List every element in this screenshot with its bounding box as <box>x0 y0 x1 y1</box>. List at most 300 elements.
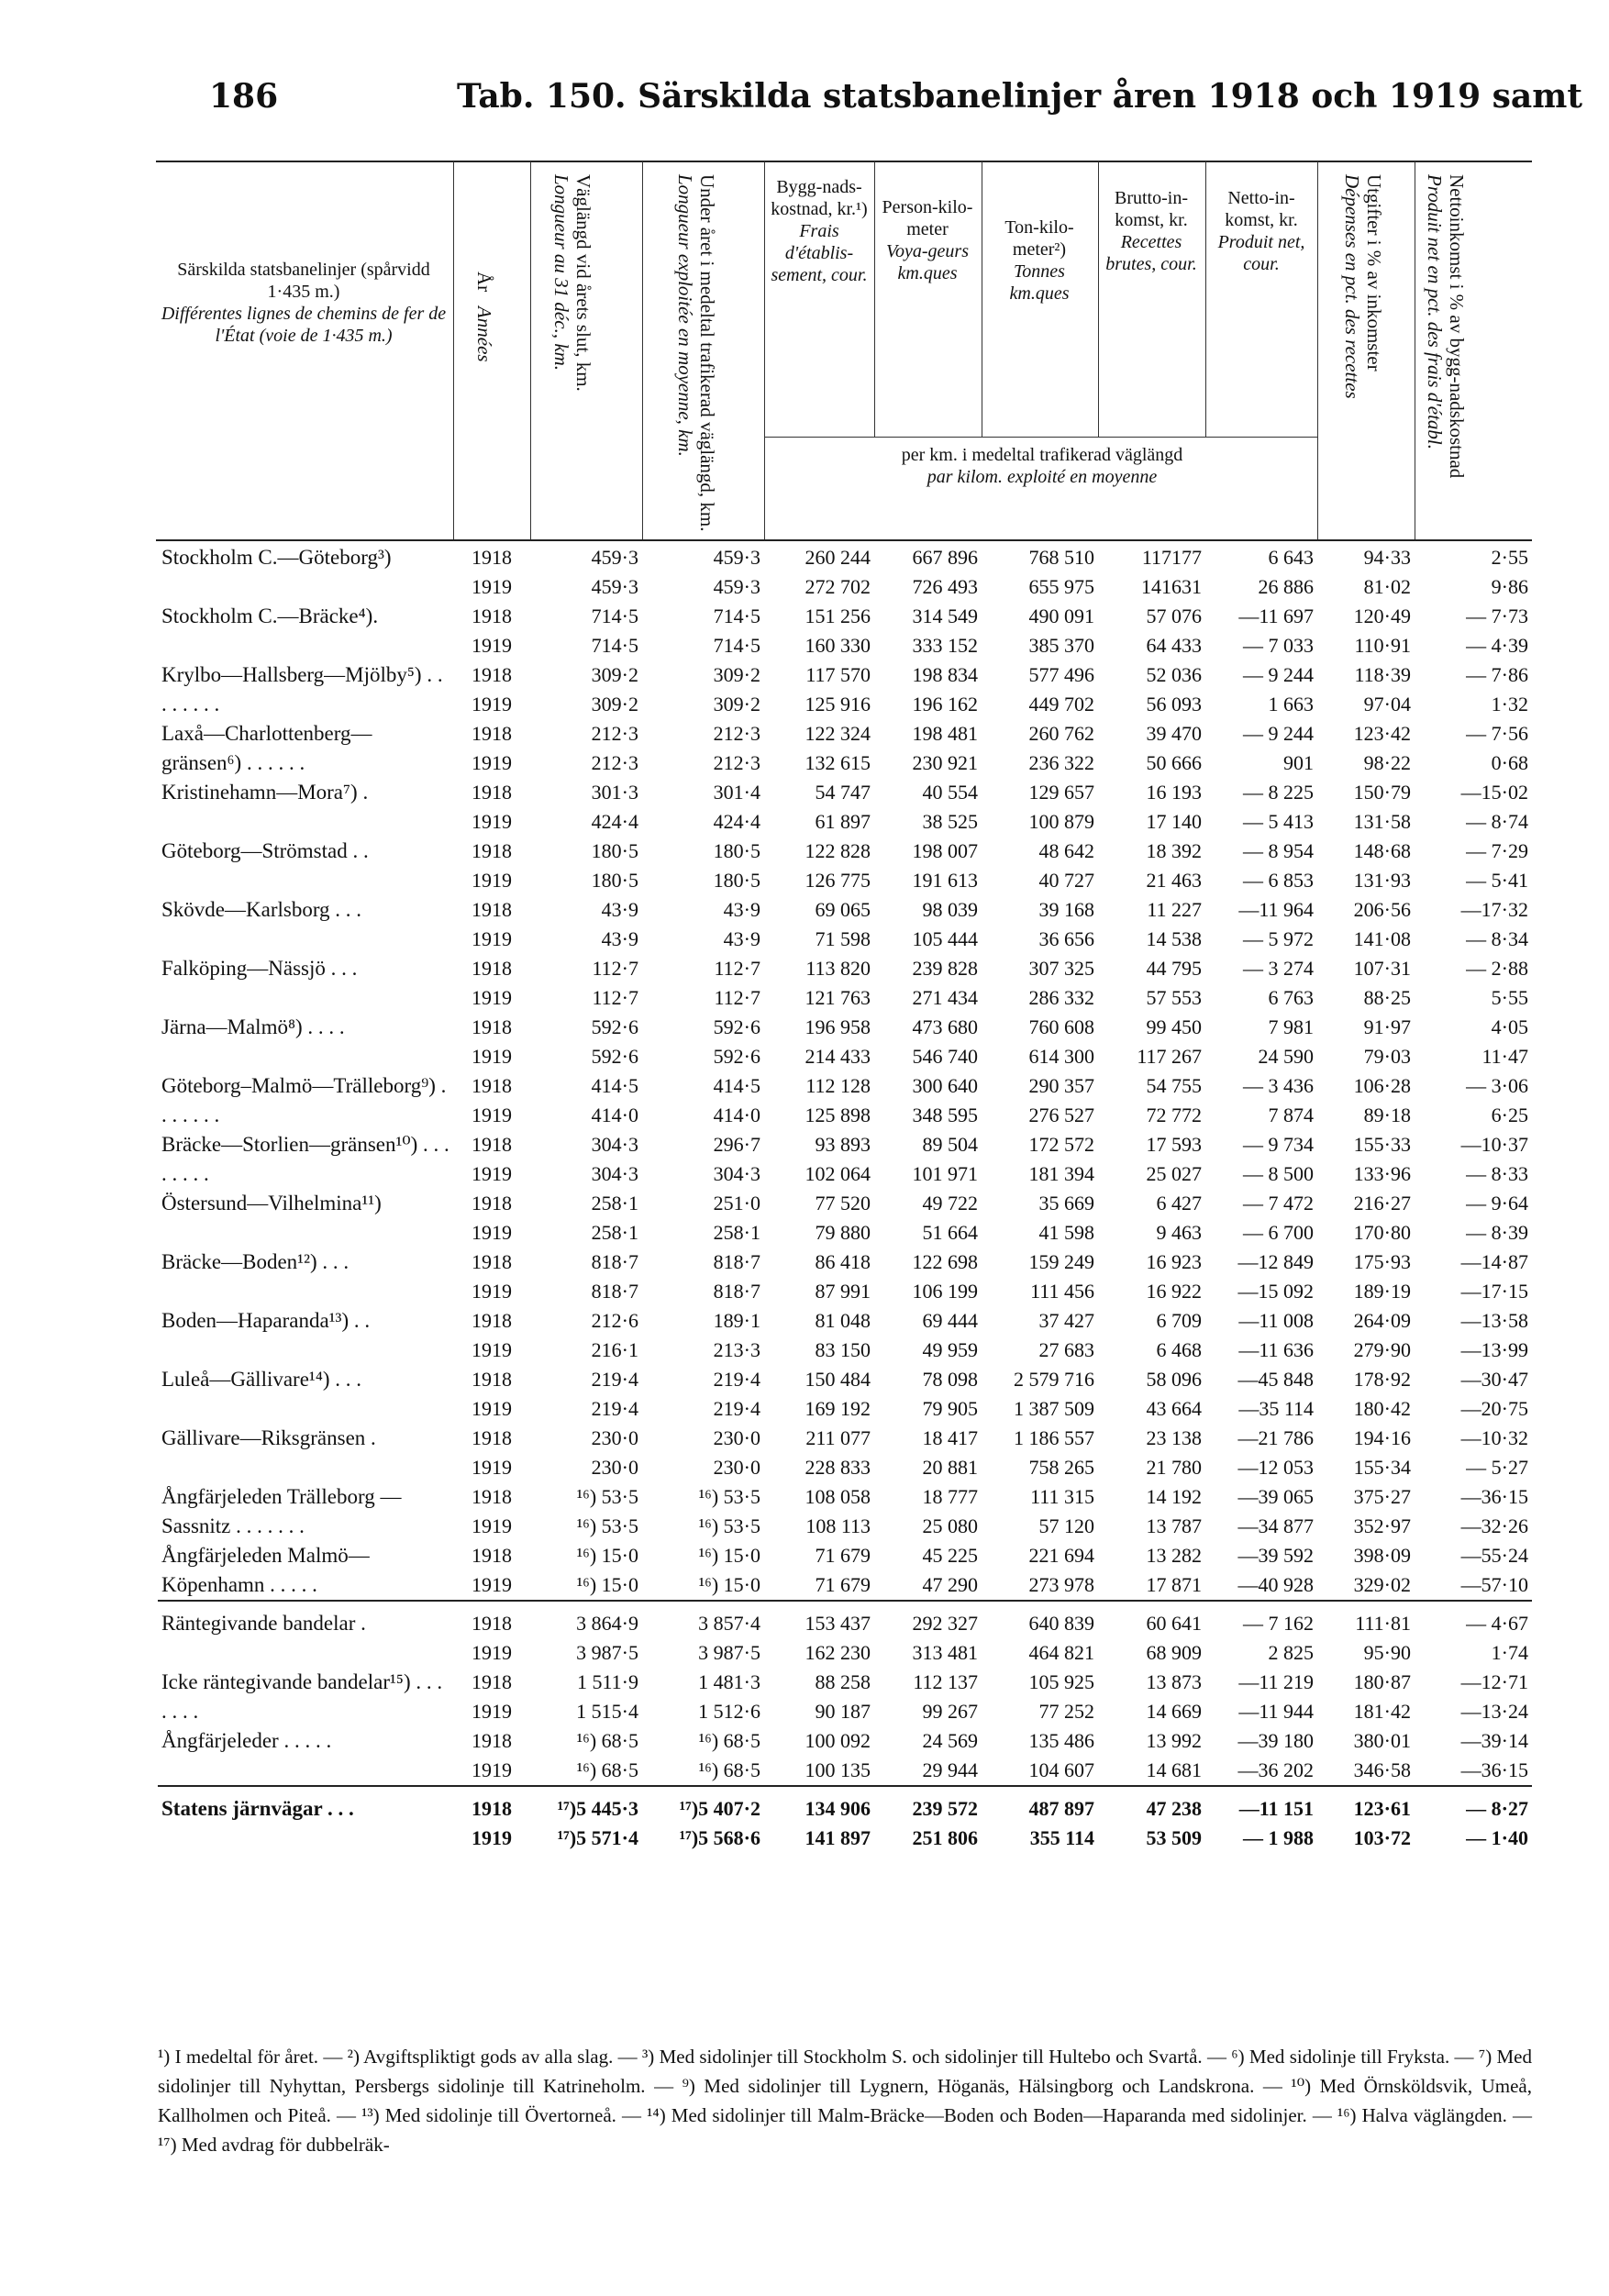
value-cell: 1 512·6 <box>698 1700 760 1723</box>
value-cell: 714·5 <box>591 634 638 657</box>
value-cell: 89·18 <box>1363 1104 1411 1126</box>
table-row <box>158 1013 1532 1042</box>
line-name: Göteborg—Strömstad . . <box>161 839 369 862</box>
value-cell: —12 849 <box>1237 1250 1314 1273</box>
value-cell: 219·4 <box>591 1397 638 1420</box>
value-cell: 105 444 <box>912 927 978 950</box>
value-cell: —11 944 <box>1238 1700 1314 1723</box>
table-row <box>158 895 1532 925</box>
value-cell: —11 636 <box>1238 1338 1314 1361</box>
value-cell: 6 763 <box>1268 986 1314 1009</box>
value-cell: 6 643 <box>1268 546 1314 569</box>
value-cell: 155·33 <box>1353 1133 1411 1156</box>
value-cell: 98·22 <box>1363 751 1411 774</box>
value-cell: 43·9 <box>723 927 760 950</box>
header-net-pct <box>1424 174 1468 532</box>
table-row <box>158 1541 1532 1570</box>
value-cell: 230·0 <box>591 1426 638 1449</box>
value-cell: 111 315 <box>1030 1485 1094 1508</box>
value-cell: 1 186 557 <box>1014 1426 1094 1449</box>
value-cell: 212·6 <box>591 1309 638 1332</box>
value-cell: 54 747 <box>815 781 871 804</box>
value-cell: —12·71 <box>1460 1670 1528 1693</box>
value-cell: 180·5 <box>591 839 638 862</box>
value-cell: — 7·73 <box>1466 605 1528 627</box>
value-cell: 35 669 <box>1038 1192 1094 1215</box>
value-cell: 93 893 <box>815 1133 871 1156</box>
value-cell: 77 252 <box>1038 1700 1094 1723</box>
value-cell: 180·5 <box>591 869 638 892</box>
value-cell: 91·97 <box>1363 1015 1411 1038</box>
value-cell: 100 092 <box>804 1729 871 1752</box>
year-cell: 1919 <box>472 1456 512 1479</box>
value-cell: 169 192 <box>804 1397 871 1420</box>
table-row <box>158 837 1532 866</box>
value-cell: 818·7 <box>591 1250 638 1273</box>
header-ton-km-sv: Ton-kilo-meter²) <box>1004 217 1074 260</box>
value-cell: 1 511·9 <box>576 1670 638 1693</box>
value-cell: 264·09 <box>1353 1309 1411 1332</box>
table-row <box>158 719 1532 749</box>
value-cell: 714·5 <box>591 605 638 627</box>
value-cell: 6 709 <box>1156 1309 1202 1332</box>
value-cell: ¹⁶) 68·5 <box>698 1758 760 1781</box>
value-cell: 60 641 <box>1146 1612 1202 1635</box>
header-expense-pct <box>1341 174 1385 532</box>
value-cell: 5·55 <box>1491 986 1528 1009</box>
year-cell: 1918 <box>472 839 512 862</box>
year-cell: 1918 <box>472 1426 512 1449</box>
value-cell: 212·3 <box>591 751 638 774</box>
value-cell: 50 666 <box>1146 751 1202 774</box>
table-row <box>158 1482 1532 1512</box>
value-cell: 219·4 <box>591 1368 638 1391</box>
value-cell: 111 456 <box>1030 1280 1094 1303</box>
value-cell: —39 180 <box>1237 1729 1314 1752</box>
value-cell: 4·05 <box>1491 1015 1528 1038</box>
value-cell: —15·02 <box>1460 781 1528 804</box>
value-cell: —11 219 <box>1238 1670 1314 1693</box>
value-cell: 3 864·9 <box>576 1612 638 1635</box>
value-cell: 112 137 <box>913 1670 978 1693</box>
value-cell: 901 <box>1283 751 1314 774</box>
header-ton-km-fr: Tonnes km.ques <box>1009 261 1070 304</box>
year-cell: 1919 <box>472 1397 512 1420</box>
value-cell: ¹⁶) 68·5 <box>576 1729 638 1752</box>
value-cell: ¹⁶) 53·5 <box>698 1485 760 1508</box>
value-cell: —10·32 <box>1460 1426 1528 1449</box>
table-title: Tab. 150. Särskilda statsbanelinjer åren 1918 och 1919 samt <box>457 77 1582 116</box>
year-cell: 1918 <box>472 546 512 569</box>
value-cell: —36·15 <box>1460 1758 1528 1781</box>
value-cell: 214 433 <box>804 1045 871 1068</box>
value-cell: 260 762 <box>1028 722 1094 745</box>
value-cell: 108 058 <box>804 1485 871 1508</box>
year-cell: 1919 <box>472 575 512 598</box>
value-cell: 490 091 <box>1028 605 1094 627</box>
value-cell: — 7 033 <box>1243 634 1314 657</box>
value-cell: 236 322 <box>1028 751 1094 774</box>
year-cell: 1919 <box>472 1162 512 1185</box>
value-cell: —17·15 <box>1460 1280 1528 1303</box>
value-cell: 123·61 <box>1353 1797 1411 1820</box>
year-cell: 1918 <box>472 663 512 686</box>
year-cell: 1919 <box>472 1700 512 1723</box>
table-row <box>158 1668 1532 1697</box>
year-cell: 1919 <box>472 634 512 657</box>
value-cell: 251 806 <box>912 1826 978 1849</box>
value-cell: 6 427 <box>1156 1192 1202 1215</box>
value-cell: — 1 988 <box>1243 1826 1314 1849</box>
header-net-sv: Netto-in-komst, kr. <box>1225 188 1298 230</box>
value-cell: 43·9 <box>601 898 638 921</box>
value-cell: 111·81 <box>1355 1612 1411 1635</box>
year-cell: 1918 <box>472 1368 512 1391</box>
value-cell: 21 463 <box>1146 869 1202 892</box>
value-cell: — 9·64 <box>1466 1192 1528 1215</box>
value-cell: 121 763 <box>804 986 871 1009</box>
value-cell: 198 007 <box>912 839 978 862</box>
year-cell: 1919 <box>472 1514 512 1537</box>
header-per-km-sv: per km. i medeltal trafikerad väglängd <box>901 445 1183 465</box>
value-cell: 49 722 <box>922 1192 978 1215</box>
value-cell: 79 905 <box>922 1397 978 1420</box>
table-body <box>158 543 1532 1853</box>
value-cell: —11 697 <box>1238 605 1314 627</box>
value-cell: 52 036 <box>1146 663 1202 686</box>
value-cell: 87 991 <box>815 1280 871 1303</box>
value-cell: 655 975 <box>1028 575 1094 598</box>
value-cell: 592·6 <box>591 1045 638 1068</box>
value-cell: 123·42 <box>1353 722 1411 745</box>
value-cell: 14 669 <box>1146 1700 1202 1723</box>
value-cell: 352·97 <box>1353 1514 1411 1537</box>
value-cell: —11 008 <box>1238 1309 1314 1332</box>
header-line-fr: Différentes lignes de chemins de fer de l'État (voie de 1·435 m.) <box>161 304 447 346</box>
value-cell: 230 921 <box>912 751 978 774</box>
value-cell: 290 357 <box>1028 1074 1094 1097</box>
value-cell: 760 608 <box>1028 1015 1094 1038</box>
value-cell: 51 664 <box>922 1221 978 1244</box>
value-cell: —36·15 <box>1460 1485 1528 1508</box>
value-cell: 81 048 <box>815 1309 871 1332</box>
table-row <box>158 954 1532 983</box>
value-cell: 726 493 <box>912 575 978 598</box>
value-cell: —30·47 <box>1460 1368 1528 1391</box>
value-cell: 170·80 <box>1353 1221 1411 1244</box>
value-cell: ¹⁶) 15·0 <box>576 1573 638 1596</box>
value-cell: 196 958 <box>804 1015 871 1038</box>
header-length-avg-sv: Under året i medeltal trafikerad väglängd, km. <box>696 174 718 532</box>
value-cell: 141 897 <box>804 1826 871 1849</box>
year-cell: 1918 <box>472 1797 512 1820</box>
value-cell: 6 468 <box>1156 1338 1202 1361</box>
value-cell: 194·16 <box>1353 1426 1411 1449</box>
statistics-table <box>158 543 1532 1853</box>
value-cell: 71 679 <box>815 1573 871 1596</box>
value-cell: 134 906 <box>804 1797 871 1820</box>
year-cell: 1919 <box>472 751 512 774</box>
value-cell: —45 848 <box>1237 1368 1314 1391</box>
value-cell: 88·25 <box>1363 986 1411 1009</box>
value-cell: 106·28 <box>1353 1074 1411 1097</box>
value-cell: 714·5 <box>713 605 760 627</box>
table-row <box>158 1424 1532 1453</box>
value-cell: —11 151 <box>1238 1797 1314 1820</box>
year-cell: 1918 <box>472 1670 512 1693</box>
year-cell: 1919 <box>472 1221 512 1244</box>
value-cell: — 8 225 <box>1243 781 1314 804</box>
value-cell: 271 434 <box>912 986 978 1009</box>
value-cell: 72 772 <box>1146 1104 1202 1126</box>
page-header <box>209 77 1582 128</box>
value-cell: 2 579 716 <box>1014 1368 1094 1391</box>
value-cell: 17 871 <box>1146 1573 1202 1596</box>
value-cell: — 7·86 <box>1466 663 1528 686</box>
value-cell: 189·1 <box>713 1309 760 1332</box>
value-cell: 148·68 <box>1353 839 1411 862</box>
value-cell: ¹⁷)5 445·3 <box>557 1797 638 1820</box>
header-expense-pct-fr: Dépenses en pct. des recettes <box>1341 174 1363 399</box>
year-cell: 1918 <box>472 1729 512 1752</box>
value-cell: 292 327 <box>912 1612 978 1635</box>
value-cell: 181·42 <box>1353 1700 1411 1723</box>
value-cell: 112·7 <box>592 957 638 980</box>
value-cell: 304·3 <box>591 1133 638 1156</box>
value-cell: 113 820 <box>805 957 871 980</box>
year-cell: 1918 <box>472 1612 512 1635</box>
value-cell: 301·4 <box>713 781 760 804</box>
value-cell: 26 886 <box>1258 575 1314 598</box>
header-gross-sv: Brutto-in-komst, kr. <box>1115 188 1188 230</box>
value-cell: —13·58 <box>1460 1309 1528 1332</box>
value-cell: 355 114 <box>1029 1826 1094 1849</box>
value-cell: 99 267 <box>922 1700 978 1723</box>
line-name: Stockholm C.—Göteborg³) <box>161 546 392 569</box>
value-cell: 122 698 <box>912 1250 978 1273</box>
header-top-rule <box>156 161 1532 162</box>
value-cell: — 6 853 <box>1243 869 1314 892</box>
year-cell: 1918 <box>472 957 512 980</box>
line-name: Skövde—Karlsborg . . . <box>161 898 362 921</box>
year-cell: 1919 <box>472 1573 512 1596</box>
value-cell: 69 444 <box>922 1309 978 1332</box>
value-cell: 667 896 <box>912 546 978 569</box>
value-cell: —13·24 <box>1460 1700 1528 1723</box>
year-cell: 1919 <box>472 927 512 950</box>
value-cell: 89 504 <box>922 1133 978 1156</box>
value-cell: ¹⁶) 68·5 <box>698 1729 760 1752</box>
value-cell: 239 828 <box>912 957 978 980</box>
value-cell: 94·33 <box>1363 546 1411 569</box>
value-cell: 56 093 <box>1146 693 1202 715</box>
header-gross <box>1101 187 1202 275</box>
value-cell: 304·3 <box>713 1162 760 1185</box>
value-cell: 614 300 <box>1028 1045 1094 1068</box>
year-cell: 1918 <box>472 1309 512 1332</box>
value-cell: 43 664 <box>1146 1397 1202 1420</box>
value-cell: 53 509 <box>1146 1826 1202 1849</box>
value-cell: 273 978 <box>1028 1573 1094 1596</box>
value-cell: 385 370 <box>1028 634 1094 657</box>
value-cell: 153 437 <box>804 1612 871 1635</box>
year-cell: 1918 <box>472 1133 512 1156</box>
value-cell: 414·5 <box>713 1074 760 1097</box>
header-per-km-fr: par kilom. exploité en moyenne <box>927 467 1158 487</box>
value-cell: 131·93 <box>1353 869 1411 892</box>
value-cell: 90 187 <box>815 1700 871 1723</box>
value-cell: 150·79 <box>1353 781 1411 804</box>
value-cell: 57 120 <box>1038 1514 1094 1537</box>
line-name: Statens järnvägar . . . <box>161 1797 354 1820</box>
value-cell: 333 152 <box>912 634 978 657</box>
table-row <box>158 1306 1532 1336</box>
value-cell: ¹⁶) 68·5 <box>576 1758 638 1781</box>
line-name: Boden—Haparanda¹³) . . <box>161 1309 371 1332</box>
year-cell: 1919 <box>472 810 512 833</box>
value-cell: 17 593 <box>1146 1133 1202 1156</box>
year-cell: 1918 <box>472 1074 512 1097</box>
value-cell: 100 135 <box>804 1758 871 1781</box>
value-cell: 473 680 <box>912 1015 978 1038</box>
value-cell: —12 053 <box>1237 1456 1314 1479</box>
value-cell: 449 702 <box>1028 693 1094 715</box>
value-cell: —39 065 <box>1237 1485 1314 1508</box>
value-cell: 346·58 <box>1353 1758 1411 1781</box>
value-cell: 239 572 <box>912 1797 978 1820</box>
line-name: Ångfärjeleder . . . . . <box>161 1729 332 1752</box>
year-cell: 1918 <box>472 605 512 627</box>
value-cell: 380·01 <box>1353 1729 1411 1752</box>
value-cell: 212·3 <box>713 751 760 774</box>
value-cell: 219·4 <box>713 1397 760 1420</box>
value-cell: 348 595 <box>912 1104 978 1126</box>
table-row <box>158 1609 1532 1638</box>
value-cell: 99 450 <box>1146 1015 1202 1038</box>
value-cell: 112·7 <box>714 986 760 1009</box>
value-cell: ¹⁶) 15·0 <box>576 1544 638 1567</box>
value-cell: 44 795 <box>1146 957 1202 980</box>
value-cell: 77 520 <box>815 1192 871 1215</box>
value-cell: 79 880 <box>815 1221 871 1244</box>
header-line-sv: Särskilda statsbanelinjer (spårvidd 1·435 m.) <box>177 260 430 302</box>
line-name: Kristinehamn—Mora⁷) . <box>161 781 369 804</box>
header-length-end <box>550 174 594 532</box>
value-cell: ¹⁷)5 407·2 <box>679 1797 760 1820</box>
value-cell: —20·75 <box>1460 1397 1528 1420</box>
value-cell: 43·9 <box>723 898 760 921</box>
value-cell: 117 267 <box>1137 1045 1202 1068</box>
header-per-km <box>767 444 1317 488</box>
header-year <box>473 272 495 362</box>
header-passenger-km <box>877 196 978 284</box>
value-cell: 286 332 <box>1028 986 1094 1009</box>
value-cell: 206·56 <box>1353 898 1411 921</box>
value-cell: —39 592 <box>1237 1544 1314 1567</box>
year-cell: 1919 <box>472 693 512 715</box>
value-cell: 122 324 <box>804 722 871 745</box>
value-cell: 112 128 <box>805 1074 871 1097</box>
value-cell: 459·3 <box>591 575 638 598</box>
value-cell: 20 881 <box>922 1456 978 1479</box>
value-cell: 159 249 <box>1028 1250 1094 1273</box>
value-cell: 68 909 <box>1146 1641 1202 1664</box>
value-cell: 175·93 <box>1353 1250 1411 1273</box>
value-cell: 16 922 <box>1146 1280 1202 1303</box>
year-cell: 1919 <box>472 1280 512 1303</box>
value-cell: 9 463 <box>1156 1221 1202 1244</box>
page-number: 186 <box>209 77 279 116</box>
table-row <box>158 1365 1532 1394</box>
table-row <box>158 1726 1532 1756</box>
value-cell: 258·1 <box>713 1221 760 1244</box>
value-cell: 37 427 <box>1038 1309 1094 1332</box>
value-cell: 47 290 <box>922 1573 978 1596</box>
value-cell: 276 527 <box>1028 1104 1094 1126</box>
value-cell: 43·9 <box>601 927 638 950</box>
value-cell: — 3 274 <box>1243 957 1314 980</box>
line-name: Stockholm C.—Bräcke⁴). <box>161 605 379 627</box>
value-cell: 98 039 <box>922 898 978 921</box>
value-cell: 58 096 <box>1146 1368 1202 1391</box>
value-cell: —40 928 <box>1237 1573 1314 1596</box>
value-cell: 126 775 <box>804 869 871 892</box>
value-cell: 14 192 <box>1146 1485 1202 1508</box>
value-cell: — 8 500 <box>1243 1162 1314 1185</box>
per-km-rule <box>764 437 1317 438</box>
value-cell: 180·42 <box>1353 1397 1411 1420</box>
value-cell: —13·99 <box>1460 1338 1528 1361</box>
value-cell: 1 387 509 <box>1014 1397 1094 1420</box>
value-cell: ¹⁷)5 571·4 <box>557 1826 638 1849</box>
value-cell: 9·86 <box>1491 575 1528 598</box>
col-divider <box>453 161 454 539</box>
year-cell: 1918 <box>472 1250 512 1273</box>
value-cell: 309·2 <box>591 663 638 686</box>
value-cell: ¹⁶) 53·5 <box>698 1514 760 1537</box>
year-cell: 1918 <box>472 781 512 804</box>
value-cell: — 2·88 <box>1466 957 1528 980</box>
year-cell: 1919 <box>472 1338 512 1361</box>
value-cell: —55·24 <box>1460 1544 1528 1567</box>
line-name: Krylbo—Hallsberg—Mjölby⁵) . . . . . . . . <box>161 663 443 715</box>
value-cell: 141631 <box>1141 575 1202 598</box>
table-row <box>158 778 1532 807</box>
value-cell: 38 525 <box>922 810 978 833</box>
value-cell: 11 227 <box>1147 898 1202 921</box>
value-cell: 24 569 <box>922 1729 978 1752</box>
value-cell: 228 833 <box>804 1456 871 1479</box>
header-passenger-km-sv: Person-kilo-meter <box>882 197 973 239</box>
value-cell: 95·90 <box>1363 1641 1411 1664</box>
value-cell: — 7 472 <box>1243 1192 1314 1215</box>
value-cell: 103·72 <box>1353 1826 1411 1849</box>
line-name: Östersund—Vilhelmina¹¹) <box>161 1192 382 1215</box>
value-cell: 818·7 <box>713 1250 760 1273</box>
col-divider <box>764 161 765 539</box>
value-cell: 13 873 <box>1146 1670 1202 1693</box>
col-divider <box>530 161 531 539</box>
value-cell: 230·0 <box>713 1426 760 1449</box>
value-cell: 13 787 <box>1146 1514 1202 1537</box>
value-cell: 160 330 <box>804 634 871 657</box>
group-separator <box>158 1601 1532 1609</box>
header-cost-fr: Frais d'établis-sement, cour. <box>771 221 868 285</box>
value-cell: —15 092 <box>1237 1280 1314 1303</box>
value-cell: 64 433 <box>1146 634 1202 657</box>
value-cell: 304·3 <box>591 1162 638 1185</box>
value-cell: 125 898 <box>804 1104 871 1126</box>
